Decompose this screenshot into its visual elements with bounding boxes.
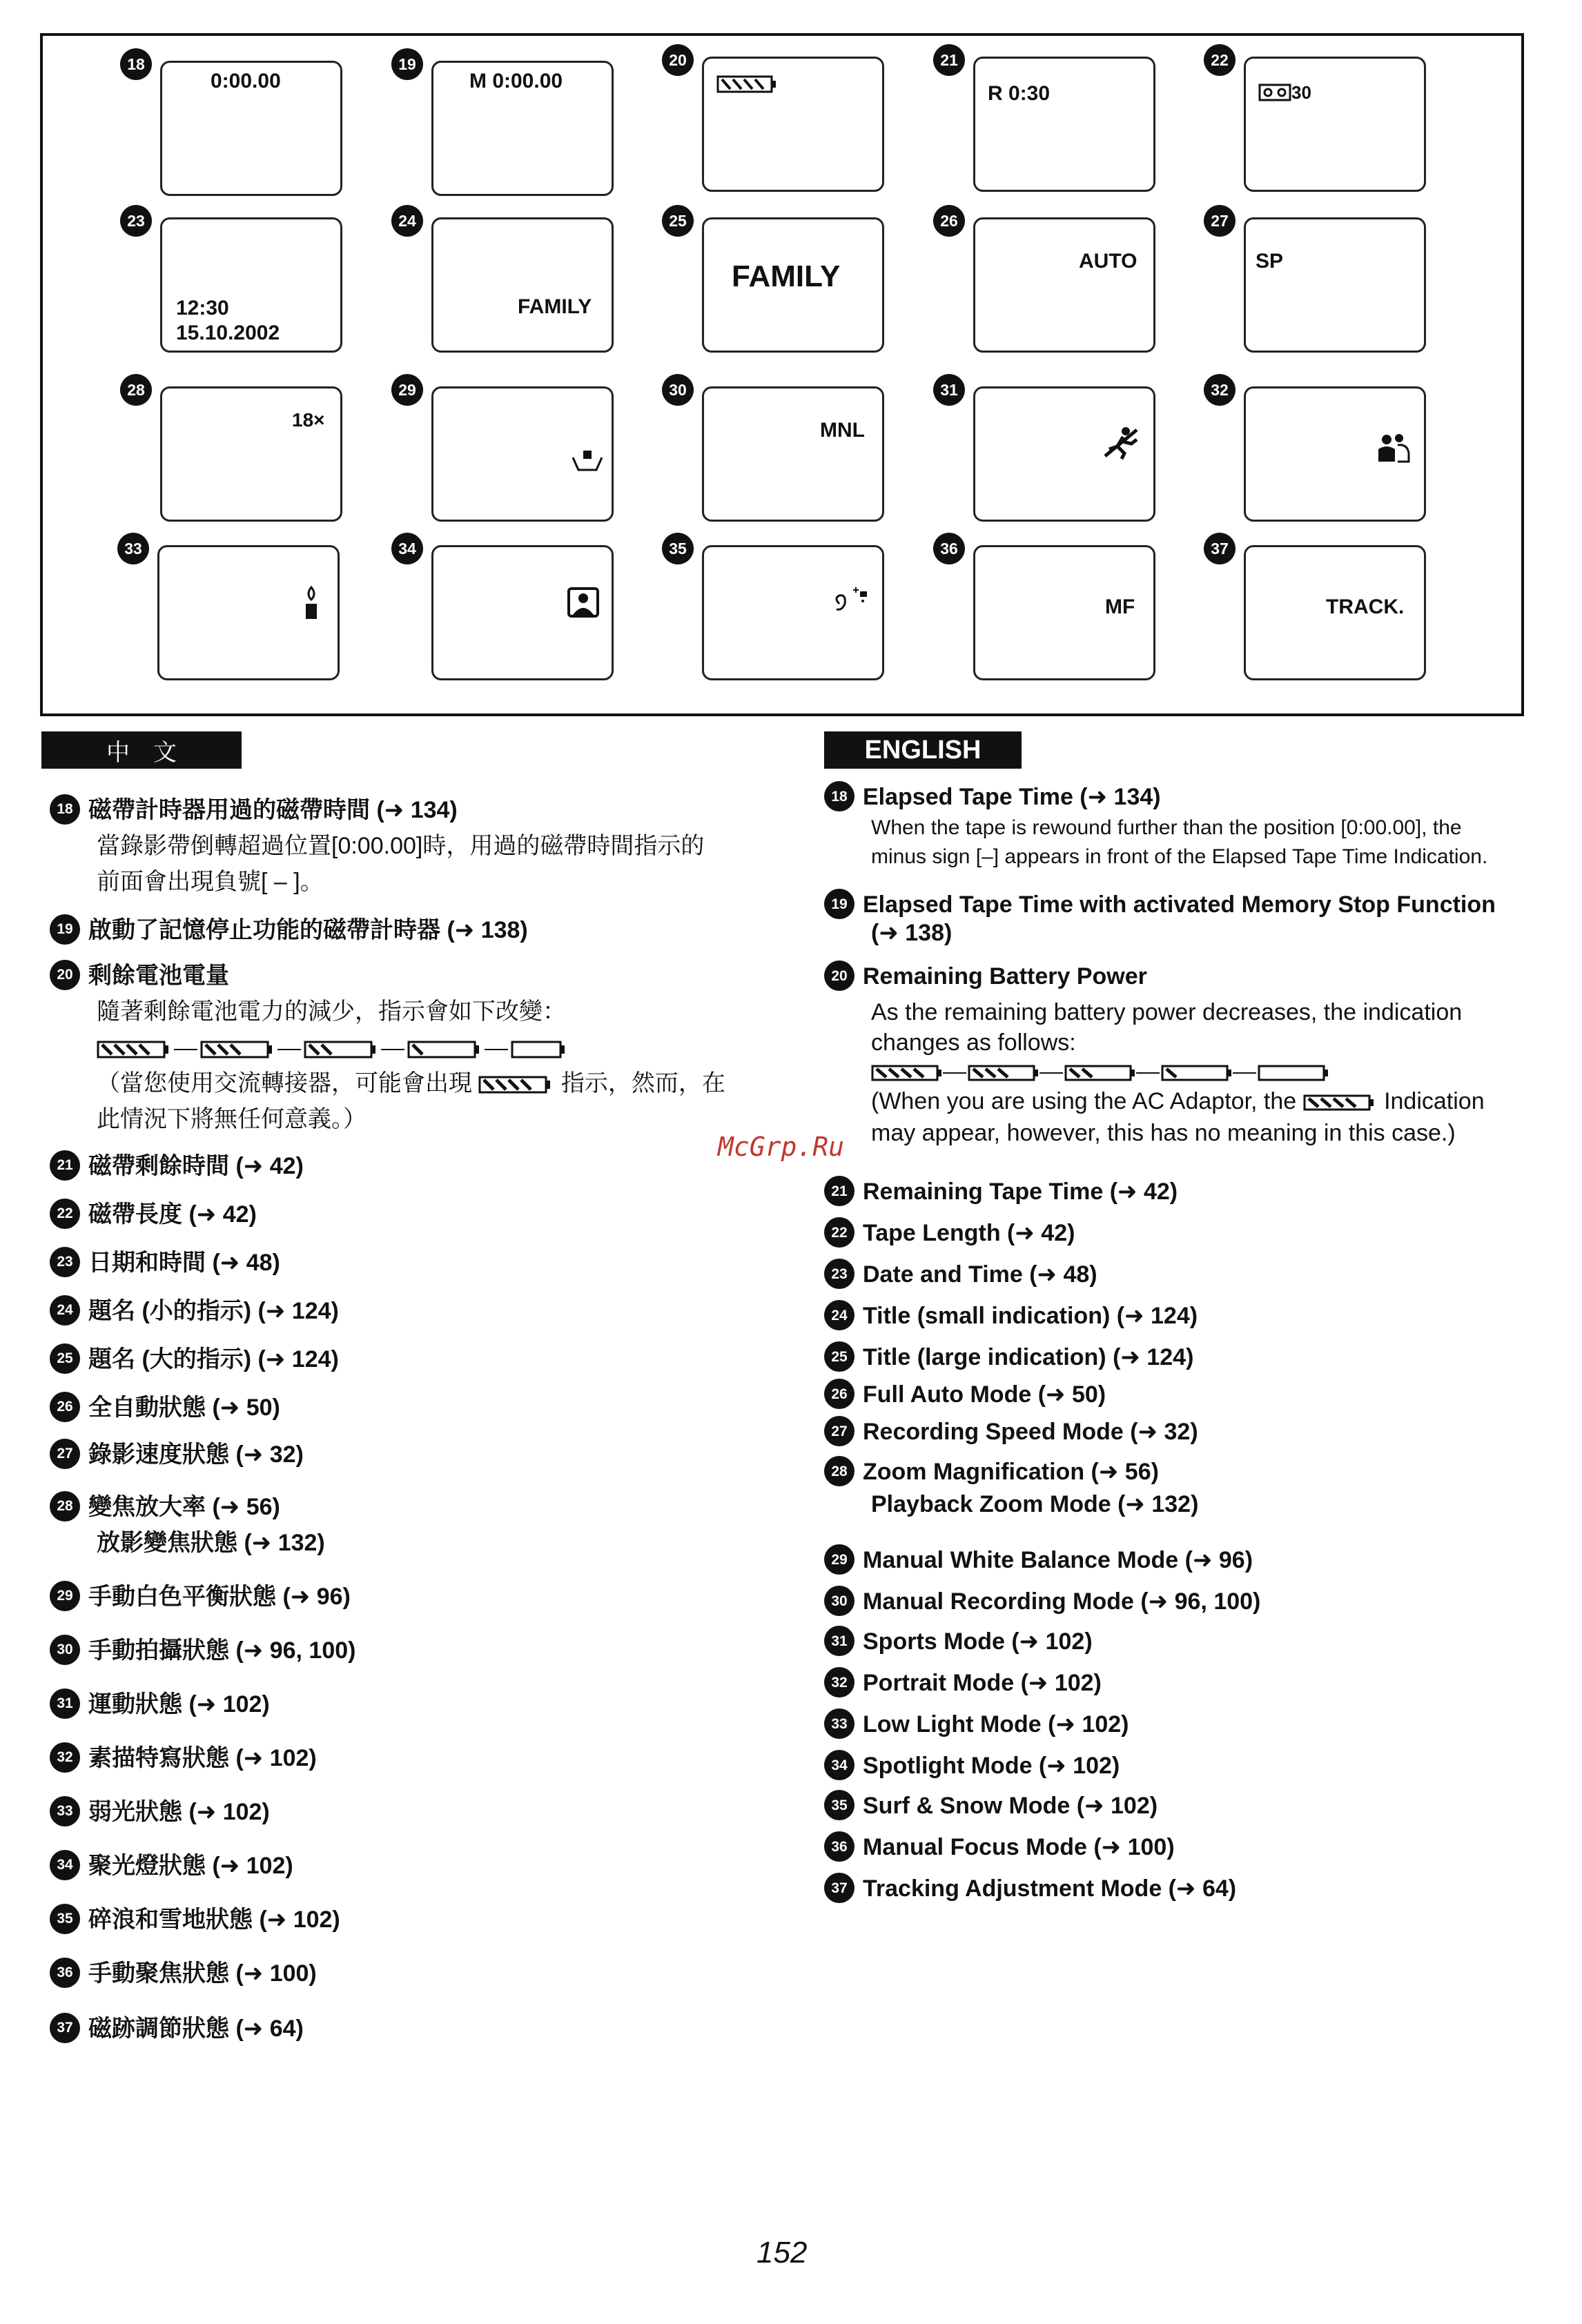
- cell-26: [933, 205, 1202, 355]
- item-number: 24: [824, 1300, 855, 1330]
- zh-item-33: [50, 1794, 795, 1830]
- en-title: Portrait Mode (➜ 102): [863, 1670, 1102, 1696]
- item-number: 27: [50, 1439, 80, 1469]
- lcd-screen: [160, 386, 342, 522]
- display-text: MF: [1105, 595, 1135, 618]
- zh-title: 全自動狀態 (➜ 50): [88, 1395, 280, 1421]
- spotlight-icon: [567, 587, 599, 618]
- zh-item-21: [50, 1148, 795, 1184]
- lcd-screen: [1244, 545, 1426, 680]
- en-title: Tape Length (➜ 42): [863, 1220, 1075, 1246]
- item-number: 24: [50, 1295, 80, 1326]
- lcd-screen: [1244, 217, 1426, 353]
- item-number: 19: [824, 889, 855, 919]
- cell-30: [662, 374, 931, 524]
- cell-number: 27: [1204, 205, 1236, 237]
- item-number: 37: [50, 2013, 80, 2043]
- en-title: Sports Mode (➜ 102): [863, 1628, 1093, 1655]
- zh-desc-line: 前面會出現負號[ – ]。: [97, 869, 324, 895]
- display-text: MNL: [820, 419, 865, 442]
- zh-item-23: [50, 1245, 795, 1281]
- cell-31: [933, 374, 1202, 524]
- zh-item-25: [50, 1341, 795, 1377]
- cell-number: 26: [933, 205, 965, 237]
- candle-icon: [303, 586, 320, 620]
- en-item-21: [824, 1176, 1542, 1208]
- item-number: 23: [824, 1259, 855, 1289]
- display-text: FAMILY: [518, 295, 592, 318]
- zh-note: 此情況下將無任何意義。）: [97, 1106, 367, 1132]
- item-number: 25: [50, 1343, 80, 1374]
- item-number: 33: [50, 1796, 80, 1826]
- zh-note: 指示，然而，在: [560, 1070, 725, 1096]
- zh-item-30: [50, 1633, 795, 1668]
- en-title: Spotlight Mode (➜ 102): [863, 1753, 1120, 1779]
- en-title: Elapsed Tape Time (➜ 134): [863, 784, 1161, 810]
- item-number: 29: [50, 1581, 80, 1611]
- en-title: Low Light Mode (➜ 102): [863, 1711, 1129, 1737]
- cell-number: 22: [1204, 44, 1236, 76]
- item-number: 35: [824, 1790, 855, 1820]
- item-number: 21: [824, 1176, 855, 1206]
- zh-title: 磁帶剩餘時間 (➜ 42): [88, 1153, 304, 1179]
- item-number: 36: [824, 1831, 855, 1862]
- item-number: 27: [824, 1416, 855, 1446]
- en-title: Manual White Balance Mode (➜ 96): [863, 1547, 1253, 1573]
- tape-icon: [1258, 83, 1291, 101]
- zh-item-18: [50, 792, 795, 900]
- en-item-33: [824, 1708, 1542, 1741]
- cell-18: [120, 48, 389, 199]
- en-item-34: [824, 1750, 1542, 1782]
- cell-19: [391, 48, 661, 199]
- cell-number: 18: [120, 48, 152, 80]
- zh-item-20: [50, 958, 795, 1137]
- cell-35: [662, 533, 931, 683]
- item-number: 34: [50, 1850, 80, 1880]
- battery-sequence-icon: [871, 1061, 1334, 1085]
- item-number: 25: [824, 1341, 855, 1372]
- zh-item-28: [50, 1489, 795, 1561]
- lcd-screen: [431, 386, 614, 522]
- item-number: 20: [824, 961, 855, 991]
- zh-desc-line: 當錄影帶倒轉超過位置[0:00.00]時，用過的磁帶時間指示的: [97, 833, 705, 859]
- en-title: Title (large indication) (➜ 124): [863, 1344, 1194, 1370]
- zh-note: （當您使用交流轉接器，可能會出現: [97, 1070, 472, 1096]
- en-title: Tracking Adjustment Mode (➜ 64): [863, 1875, 1237, 1902]
- cell-number: 19: [391, 48, 423, 80]
- item-number: 34: [824, 1750, 855, 1780]
- display-text: M 0:00.00: [469, 70, 563, 92]
- lcd-screen: [431, 217, 614, 353]
- zh-title: 題名 (大的指示) (➜ 124): [88, 1346, 339, 1372]
- cell-21: [933, 44, 1202, 195]
- zh-desc-line: 隨著剩餘電池電力的減少，指示會如下改變：: [97, 998, 566, 1025]
- display-text: 18×: [292, 409, 325, 431]
- battery-sequence-icon: [97, 1036, 566, 1061]
- display-date: 15.10.2002: [176, 322, 280, 344]
- en-title: Full Auto Mode (➜ 50): [863, 1381, 1106, 1408]
- zh-title: 錄影速度狀態 (➜ 32): [88, 1441, 304, 1468]
- en-item-37: [824, 1873, 1542, 1905]
- en-title-2: Playback Zoom Mode (➜ 132): [871, 1491, 1199, 1518]
- cell-number: 20: [662, 44, 694, 76]
- en-item-36: [824, 1831, 1542, 1864]
- item-number: 21: [50, 1150, 80, 1181]
- lcd-screen: [431, 61, 614, 196]
- lcd-screen: [973, 57, 1155, 192]
- lcd-screen: [702, 386, 884, 522]
- zh-title: 弱光狀態 (➜ 102): [88, 1799, 270, 1825]
- zh-title: 剩餘電池電量: [88, 963, 229, 989]
- en-title: Manual Focus Mode (➜ 100): [863, 1834, 1175, 1860]
- lcd-screen: [702, 217, 884, 353]
- en-item-28: [824, 1456, 1542, 1521]
- item-number: 28: [824, 1456, 855, 1486]
- item-number: 18: [50, 794, 80, 825]
- zh-title: 手動聚焦狀態 (➜ 100): [88, 1960, 317, 1987]
- en-item-31: [824, 1626, 1542, 1658]
- cell-number: 34: [391, 533, 423, 564]
- en-note: Indication: [1384, 1088, 1485, 1115]
- en-item-26: [824, 1379, 1542, 1411]
- zh-title: 題名 (小的指示) (➜ 124): [88, 1298, 339, 1324]
- en-item-27: [824, 1416, 1542, 1448]
- en-title: Date and Time (➜ 48): [863, 1261, 1097, 1288]
- cell-34: [391, 533, 661, 683]
- cell-number: 35: [662, 533, 694, 564]
- item-number: 20: [50, 960, 80, 990]
- item-number: 22: [824, 1217, 855, 1248]
- display-text: TRACK.: [1326, 595, 1405, 618]
- zh-title: 手動白色平衡狀態 (➜ 96): [88, 1584, 351, 1610]
- item-number: 26: [824, 1379, 855, 1409]
- zh-item-19: [50, 912, 795, 948]
- battery-full-icon: [478, 1074, 554, 1096]
- display-text: R 0:30: [988, 82, 1051, 105]
- lcd-screen: [1244, 386, 1426, 522]
- lcd-screen: [157, 545, 340, 680]
- cell-33: [117, 533, 387, 683]
- zh-title: 磁帶長度 (➜ 42): [88, 1201, 257, 1228]
- cell-number: 24: [391, 205, 423, 237]
- item-number: 22: [50, 1199, 80, 1229]
- zh-item-36: [50, 1956, 795, 1991]
- en-item-23: [824, 1259, 1542, 1291]
- en-title: Recording Speed Mode (➜ 32): [863, 1419, 1198, 1445]
- item-number: 33: [824, 1708, 855, 1739]
- en-title: Remaining Tape Time (➜ 42): [863, 1179, 1178, 1205]
- lcd-screen: [160, 61, 342, 196]
- zh-item-29: [50, 1579, 795, 1615]
- en-item-29: [824, 1544, 1542, 1577]
- cell-25: [662, 205, 931, 355]
- zh-title: 啟動了記憶停止功能的磁帶計時器 (➜ 138): [88, 917, 528, 943]
- item-number: 30: [824, 1586, 855, 1616]
- cell-37: [1204, 533, 1473, 683]
- zh-item-34: [50, 1848, 795, 1884]
- en-note: may appear, however, this has no meaning in this case.): [871, 1120, 1456, 1147]
- item-number: 31: [824, 1626, 855, 1656]
- en-desc-line: minus sign [–] appears in front of the Elapsed Tape Time Indication.: [871, 845, 1488, 869]
- zh-item-24: [50, 1293, 795, 1329]
- en-title: Manual Recording Mode (➜ 96, 100): [863, 1588, 1261, 1615]
- item-number: 18: [824, 781, 855, 811]
- en-title: Zoom Magnification (➜ 56): [863, 1459, 1159, 1485]
- lcd-screen: [702, 57, 884, 192]
- lcd-screen: [1244, 57, 1426, 192]
- en-title: Title (small indication) (➜ 124): [863, 1303, 1198, 1329]
- zh-item-31: [50, 1686, 795, 1722]
- zh-title: 聚光燈狀態 (➜ 102): [88, 1853, 293, 1879]
- item-number: 32: [50, 1742, 80, 1773]
- cell-number: 29: [391, 374, 423, 406]
- en-title: Elapsed Tape Time with activated Memory Stop Function: [863, 892, 1496, 918]
- white-balance-icon: [572, 448, 603, 471]
- display-text: 0:00.00: [211, 70, 281, 92]
- zh-title: 日期和時間 (➜ 48): [88, 1250, 280, 1276]
- en-item-24: [824, 1300, 1542, 1332]
- lcd-screen: [702, 545, 884, 680]
- zh-title: 磁跡調節狀態 (➜ 64): [88, 2016, 304, 2042]
- zh-title: 碎浪和雪地狀態 (➜ 102): [88, 1907, 340, 1933]
- cell-22: [1204, 44, 1473, 195]
- item-number: 28: [50, 1491, 80, 1522]
- cell-27: [1204, 205, 1473, 355]
- en-item-19: [824, 889, 1542, 949]
- en-desc-line: As the remaining battery power decreases, the indication: [871, 999, 1463, 1026]
- en-item-25: [824, 1341, 1542, 1374]
- en-desc-line: When the tape is rewound further than the position [0:00.00], the: [871, 816, 1462, 840]
- surf-snow-icon: [832, 584, 871, 616]
- battery-sequence: [824, 1058, 1542, 1085]
- display-indications-frame: [40, 33, 1524, 716]
- en-item-35: [824, 1790, 1542, 1822]
- lcd-screen: [973, 386, 1155, 522]
- en-note: (When you are using the AC Adaptor, the: [871, 1088, 1297, 1115]
- cell-number: 23: [120, 205, 152, 237]
- cell-28: [120, 374, 389, 524]
- zh-title: 手動拍攝狀態 (➜ 96, 100): [88, 1637, 356, 1664]
- chinese-section-label: 中 文: [41, 731, 242, 769]
- cell-23: [120, 205, 389, 355]
- cell-number: 28: [120, 374, 152, 406]
- cell-number: 21: [933, 44, 965, 76]
- en-item-20: [824, 961, 1542, 1149]
- zh-title-2: 放影變焦狀態 (➜ 132): [97, 1530, 325, 1556]
- cell-20: [662, 44, 931, 195]
- cell-number: 37: [1204, 533, 1236, 564]
- en-item-22: [824, 1217, 1542, 1250]
- en-title: Remaining Battery Power: [863, 963, 1147, 989]
- en-item-18: [824, 781, 1542, 872]
- item-number: 19: [50, 914, 80, 945]
- zh-item-37: [50, 2011, 795, 2047]
- item-number: 31: [50, 1688, 80, 1719]
- item-number: 32: [824, 1667, 855, 1697]
- en-item-30: [824, 1586, 1542, 1618]
- battery-full-icon: [1303, 1092, 1378, 1113]
- cell-number: 36: [933, 533, 965, 564]
- zh-item-26: [50, 1390, 795, 1426]
- item-number: 30: [50, 1635, 80, 1665]
- lcd-screen: [973, 545, 1155, 680]
- english-section-label: ENGLISH: [824, 731, 1022, 769]
- zh-title: 變焦放大率 (➜ 56): [88, 1494, 280, 1520]
- watermark: McGrp.Ru: [718, 1132, 845, 1162]
- cell-number: 25: [662, 205, 694, 237]
- cell-32: [1204, 374, 1473, 524]
- item-number: 37: [824, 1873, 855, 1903]
- battery-sequence: [50, 1030, 795, 1065]
- item-number: 36: [50, 1958, 80, 1988]
- en-desc-line: changes as follows:: [871, 1030, 1076, 1056]
- zh-item-35: [50, 1902, 795, 1938]
- lcd-screen: [973, 217, 1155, 353]
- display-time: 12:30: [176, 297, 229, 319]
- cell-29: [391, 374, 661, 524]
- lcd-screen: [160, 217, 342, 353]
- page-number: 152: [756, 2236, 808, 2269]
- display-text: AUTO: [1079, 250, 1137, 273]
- en-item-32: [824, 1667, 1542, 1700]
- zh-item-27: [50, 1437, 795, 1473]
- en-title: Surf & Snow Mode (➜ 102): [863, 1793, 1158, 1819]
- cell-number: 33: [117, 533, 149, 564]
- display-text: 30: [1291, 82, 1311, 103]
- zh-item-32: [50, 1740, 795, 1776]
- display-text: SP: [1256, 250, 1284, 273]
- battery-full-icon: [716, 74, 779, 95]
- zh-item-22: [50, 1197, 795, 1232]
- cell-36: [933, 533, 1202, 683]
- en-title-2: (➜ 138): [871, 920, 953, 947]
- zh-title: 運動狀態 (➜ 102): [88, 1691, 270, 1717]
- cell-number: 31: [933, 374, 965, 406]
- cell-24: [391, 205, 661, 355]
- item-number: 23: [50, 1247, 80, 1277]
- zh-title: 磁帶計時器用過的磁帶時間 (➜ 134): [88, 797, 458, 823]
- portrait-icon: [1377, 433, 1414, 463]
- zh-title: 素描特寫狀態 (➜ 102): [88, 1745, 317, 1771]
- lcd-screen: [431, 545, 614, 680]
- sports-icon: [1102, 426, 1141, 460]
- item-number: 26: [50, 1392, 80, 1422]
- cell-number: 32: [1204, 374, 1236, 406]
- item-number: 35: [50, 1904, 80, 1934]
- cell-number: 30: [662, 374, 694, 406]
- display-text: FAMILY: [732, 259, 841, 293]
- item-number: 29: [824, 1544, 855, 1575]
